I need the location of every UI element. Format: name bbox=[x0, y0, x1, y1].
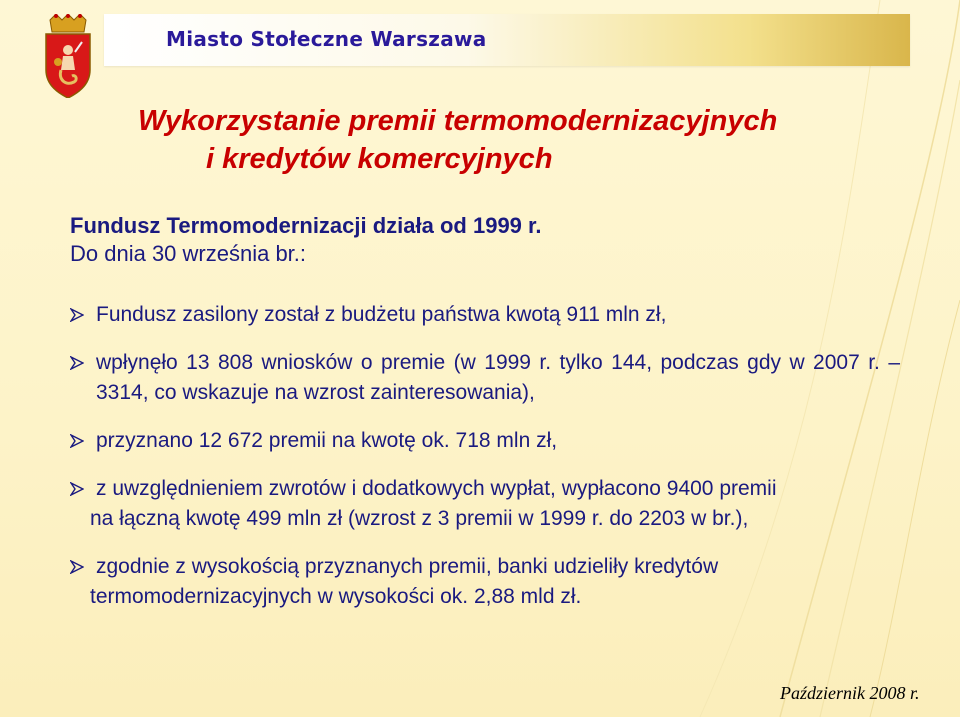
bullet-text: wpłynęło 13 808 wniosków o premie (w 1999 r. tylko 144, podczas gdy w 2007 r. – 3314, co wskazuje na wzrost zainteresowania), bbox=[96, 351, 900, 404]
list-item bbox=[70, 552, 900, 612]
bullet-text: z uwzględnieniem zwrotów i dodatkowych wypłat, wypłacono 9400 premii bbox=[96, 477, 777, 500]
intro-block bbox=[70, 212, 890, 268]
arrowhead-bullet-icon bbox=[70, 356, 84, 370]
bullet-text: przyznano 12 672 premii na kwotę ok. 718 mln zł, bbox=[96, 429, 558, 452]
list-item bbox=[70, 426, 900, 456]
footer-date: Październik 2008 r. bbox=[780, 683, 920, 703]
slide-title-line-1: Wykorzystanie premii termomodernizacyjnych bbox=[138, 105, 778, 137]
slide-title-line-2: i kredytów komercyjnych bbox=[206, 143, 553, 175]
list-item bbox=[70, 348, 900, 408]
header-bar bbox=[104, 14, 910, 66]
bullet-continuation: termomodernizacyjnych w wysokości ok. 2,88 mld zł. bbox=[90, 585, 582, 608]
arrowhead-bullet-icon bbox=[70, 308, 84, 322]
bullet-list bbox=[70, 300, 900, 630]
arrowhead-bullet-icon bbox=[70, 560, 84, 574]
list-item bbox=[70, 474, 900, 534]
arrowhead-bullet-icon bbox=[70, 434, 84, 448]
arrowhead-bullet-icon bbox=[70, 482, 84, 496]
intro-heading: Fundusz Termomodernizacji działa od 1999 r. bbox=[70, 213, 542, 238]
slide-title bbox=[138, 102, 858, 178]
bullet-text: Fundusz zasilony został z budżetu państwa kwotą 911 mln zł, bbox=[96, 303, 667, 326]
warsaw-coat-of-arms-icon bbox=[42, 14, 94, 98]
bullet-text: zgodnie z wysokością przyznanych premii, banki udzieliły kredytów bbox=[96, 555, 719, 578]
bullet-continuation: na łączną kwotę 499 mln zł (wzrost z 3 premii w 1999 r. do 2203 w br.), bbox=[90, 507, 749, 530]
intro-date: Do dnia 30 września br.: bbox=[70, 241, 307, 266]
header-title: Miasto Stołeczne Warszawa bbox=[166, 27, 487, 51]
list-item bbox=[70, 300, 900, 330]
